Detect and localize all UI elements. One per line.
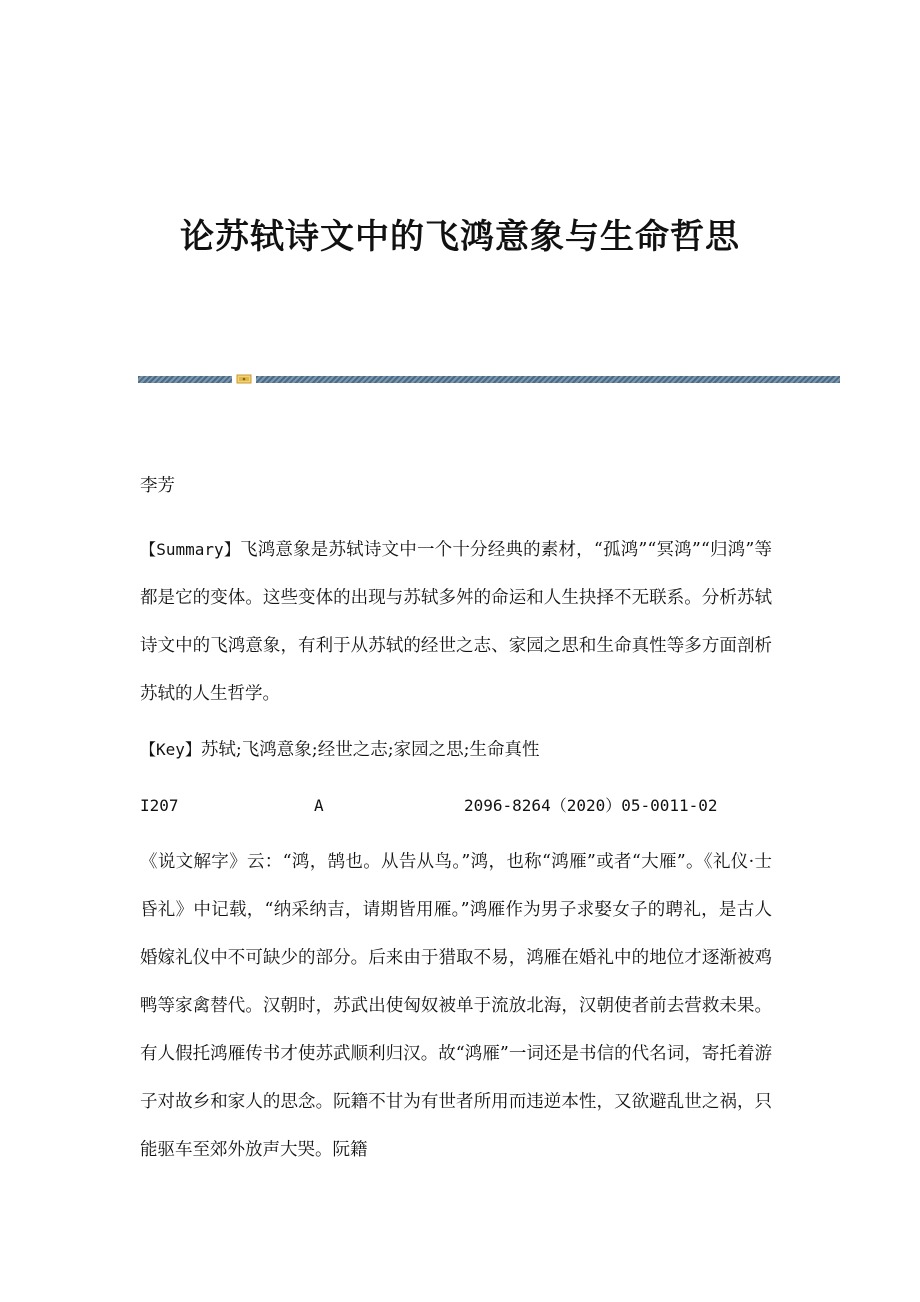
page-title: 论苏轼诗文中的飞鸿意象与生命哲思 bbox=[180, 217, 740, 257]
summary-section bbox=[140, 526, 772, 718]
article-id: 2096-8264（2020）05-0011-02 bbox=[464, 796, 718, 815]
classification-line bbox=[140, 782, 772, 830]
summary-label: 【Summary】 bbox=[140, 540, 241, 559]
classification-number: I207 bbox=[140, 796, 179, 815]
summary-text: 飞鸿意象是苏轼诗文中一个十分经典的素材，“孤鸿”“冥鸿”“归鸿”等都是它的变体。这些变体的出现与苏轼多舛的命运和人生抉择不无联系。分析苏轼诗文中的飞鸿意象，有利于从苏轼的经世之志、家园之思和生命真性等多方面剖析苏轼的人生哲学。 bbox=[140, 540, 772, 704]
document-code: A bbox=[314, 796, 324, 815]
ornament-icon bbox=[236, 373, 252, 385]
divider-bar-right bbox=[256, 376, 840, 383]
article-content bbox=[140, 462, 772, 1182]
body-paragraph: 《说文解字》云：“鸿，鹄也。从告从鸟。”鸿，也称“鸿雁”或者“大雁”。《礼仪·士昏礼》中记载，“纳采纳吉，请期皆用雁。”鸿雁作为男子求娶女子的聘礼，是古人婚嫁礼仪中不可缺少的部分。后来由于猎取不易，鸿雁在婚礼中的地位才逐渐被鸡鸭等家禽替代。汉朝时，苏武出使匈奴被单于流放北海，汉朝使者前去营救未果。有人假托鸿雁传书才使苏武顺利归汉。故“鸿雁”一词还是书信的代名词，寄托着游子对故乡和家人的思念。阮籍不甘为有世者所用而违逆本性，又欲避乱世之祸，只能驱车至郊外放声大哭。阮籍 bbox=[140, 852, 772, 1160]
author-name: 李芳 bbox=[140, 476, 175, 496]
keywords-section bbox=[140, 726, 772, 774]
keywords-text: 苏轼;飞鸿意象;经世之志;家园之思;生命真性 bbox=[200, 740, 540, 760]
key-label: 【Key】 bbox=[140, 740, 201, 759]
title-divider bbox=[138, 373, 840, 385]
divider-bar-left bbox=[138, 376, 232, 383]
